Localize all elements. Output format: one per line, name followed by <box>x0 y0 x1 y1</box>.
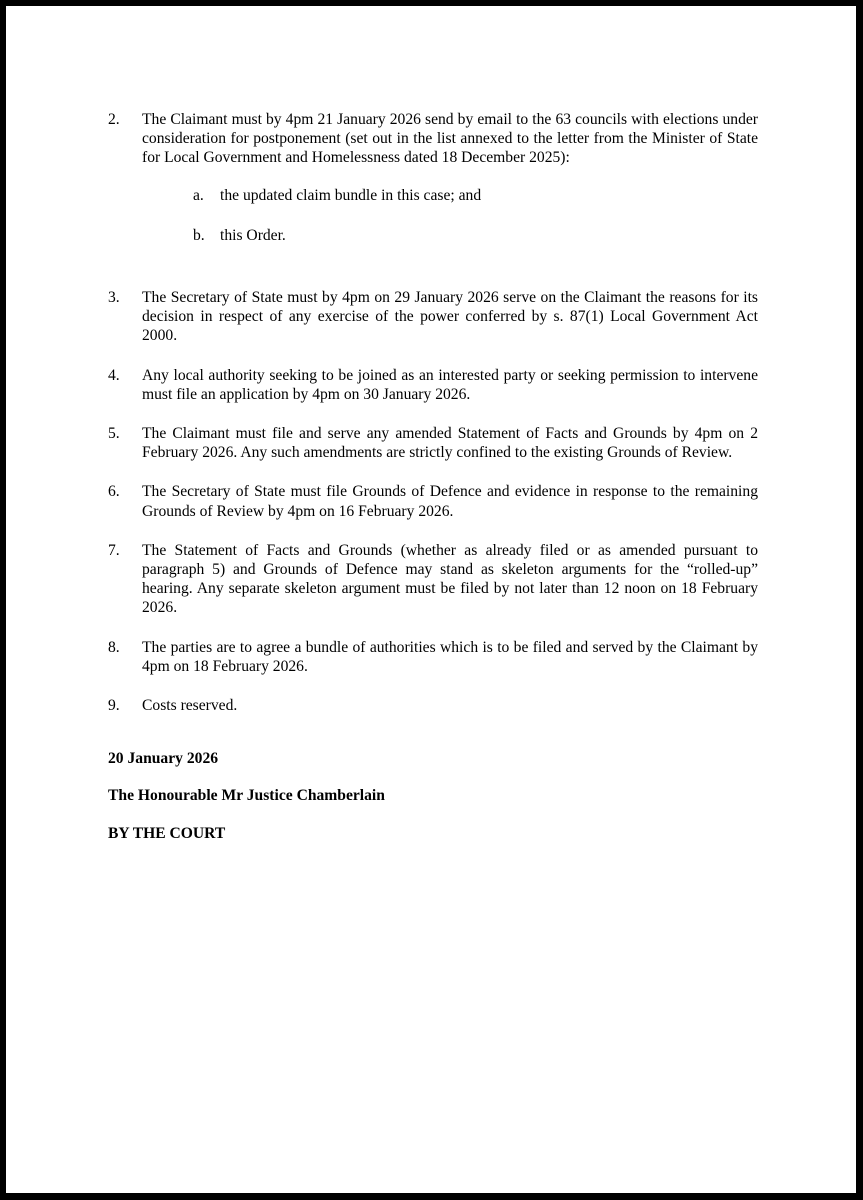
sub-item-b <box>142 226 758 245</box>
paragraph-text: Costs reserved. <box>142 697 238 715</box>
judge-name: The Honourable Mr Justice Chamberlain <box>108 787 385 805</box>
paragraph-2 <box>108 110 758 268</box>
paragraph-text: The Secretary of State must file Grounds of Defence and evidence in response to the remaining Grounds of Review by 4pm on 16 February 2026. <box>142 483 758 520</box>
paragraph-number: 3. <box>108 289 120 307</box>
paragraph-text: The Claimant must file and serve any amended Statement of Facts and Grounds by 4pm on 2 February 2026. Any such amendments are strictly confined to the existing Grounds of Review. <box>142 425 758 462</box>
sub-item-letter: b. <box>193 226 205 244</box>
paragraph-text: The Claimant must by 4pm 21 January 2026 send by email to the 63 councils with elections under consideration for postponement (set out in the list annexed to the letter from the Minister of State for Local Government and Homelessness dated 18 December 2025): <box>142 111 758 167</box>
sub-item-letter: a. <box>193 186 204 204</box>
paragraph-text: The Statement of Facts and Grounds (whether as already filed or as amended pursuant to paragraph 5) and Grounds of Defence may stand as skeleton arguments for the “rolled-up” hearing. Any separate skeleton argument must be filed by not later than 12 noon on 18 February 2026. <box>142 541 758 617</box>
paragraph-9 <box>108 696 758 715</box>
order-footer <box>108 749 758 843</box>
paragraph-number: 8. <box>108 638 120 656</box>
sub-item-text: the updated claim bundle in this case; and <box>220 186 482 204</box>
paragraph-number: 7. <box>108 541 120 559</box>
paragraph-5 <box>108 424 758 462</box>
paragraph-number: 2. <box>108 111 120 128</box>
sub-list <box>142 186 758 245</box>
paragraph-text: The parties are to agree a bundle of authorities which is to be filed and served by the Claimant by 4pm on 18 February 2026. <box>142 638 758 675</box>
order-date: 20 January 2026 <box>108 750 219 768</box>
paragraph-number: 6. <box>108 483 120 501</box>
paragraph-number: 4. <box>108 366 120 384</box>
paragraph-3 <box>108 288 758 346</box>
paragraph-8 <box>108 638 758 676</box>
paragraph-text: Any local authority seeking to be joined as an interested party or seeking permission to intervene must file an application by 4pm on 30 January 2026. <box>142 366 758 403</box>
paragraph-number: 5. <box>108 425 120 443</box>
sub-item-text: this Order. <box>220 226 286 244</box>
document-page <box>6 6 856 1193</box>
by-the-court: BY THE COURT <box>108 824 226 842</box>
paragraph-number: 9. <box>108 697 120 715</box>
paragraph-7 <box>108 541 758 618</box>
paragraph-text: The Secretary of State must by 4pm on 29 January 2026 serve on the Claimant the reasons for its decision in respect of any exercise of the power conferred by s. 87(1) Local Government Act 2000. <box>142 289 758 345</box>
paragraph-6 <box>108 482 758 520</box>
order-body <box>108 110 758 861</box>
paragraph-4 <box>108 366 758 404</box>
sub-item-a <box>142 186 758 205</box>
